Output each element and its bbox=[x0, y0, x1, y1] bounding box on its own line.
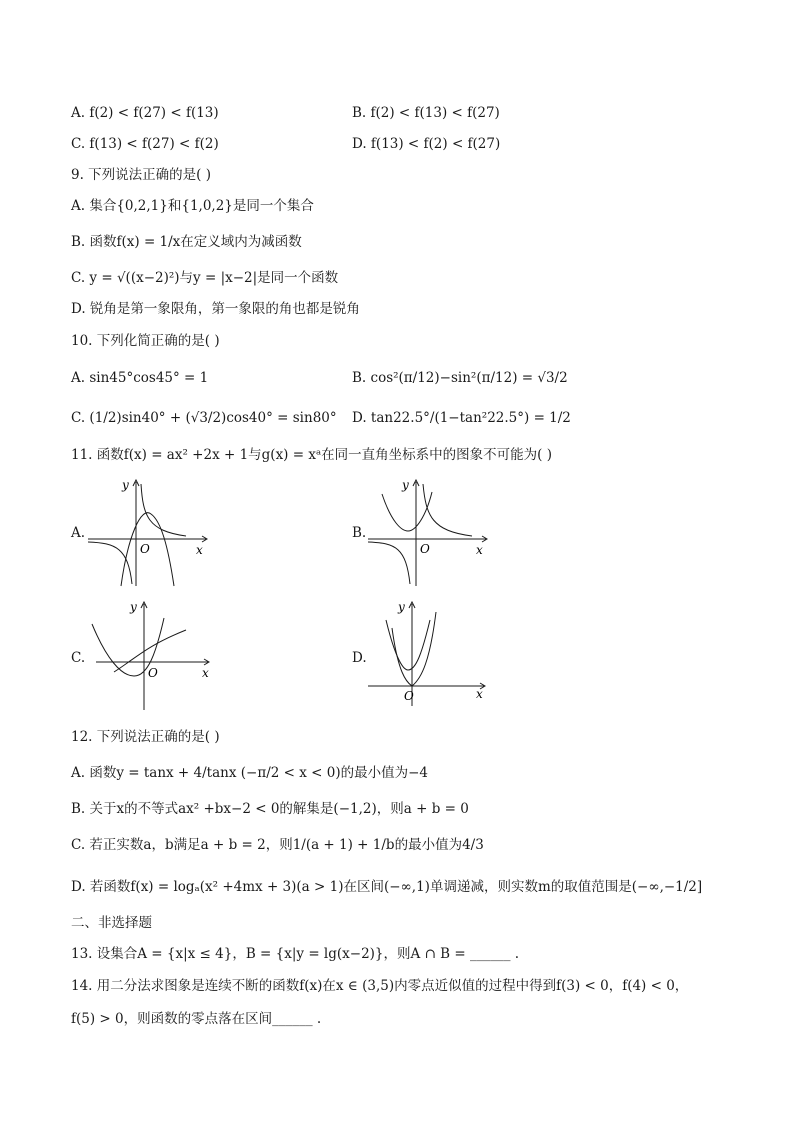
q13-text: 13. 设集合A = {x|x ≤ 4}，B = {x|y = lg(x−2)}，则A ∩ B = ______ . bbox=[71, 946, 520, 962]
q11-graph-d-origin: O bbox=[404, 689, 414, 703]
q11-graph-c-y-label: y bbox=[130, 600, 137, 614]
q11-graph-d-x-label: x bbox=[476, 687, 483, 701]
q11-graph-a-origin: O bbox=[140, 542, 150, 556]
q14-line1: 14. 用二分法求图象是连续不断的函数f(x)在x ∈ (3,5)内零点近似值的过程中得到f(3) < 0，f(4) < 0， bbox=[71, 978, 689, 994]
q8-option-d: D. f(13) < f(2) < f(27) bbox=[352, 136, 501, 152]
q10-option-d: D. tan22.5°/(1−tan²22.5°) = 1/2 bbox=[352, 410, 571, 426]
q8-option-b: B. f(2) < f(13) < f(27) bbox=[352, 105, 500, 121]
q9-option-d: D. 锐角是第一象限角，第一象限的角也都是锐角 bbox=[71, 301, 360, 317]
q11-graph-c-x-label: x bbox=[202, 666, 209, 680]
q14-line2: f(5) > 0，则函数的零点落在区间______ . bbox=[71, 1011, 322, 1027]
q11-graph-b-label: B. bbox=[352, 525, 367, 541]
q11-graph-a-label: A. bbox=[71, 525, 86, 541]
q9-option-c: C. y = √((x−2)²)与y = |x−2|是同一个函数 bbox=[71, 270, 339, 286]
q10-option-c: C. (1/2)sin40° + (√3/2)cos40° = sin80° bbox=[71, 410, 337, 426]
q10-stem: 10. 下列化简正确的是( ) bbox=[71, 333, 220, 349]
q11-graph-d bbox=[366, 598, 496, 712]
q10-option-b: B. cos²(π/12)−sin²(π/12) = √3/2 bbox=[352, 370, 568, 386]
q11-graph-d-y-label: y bbox=[398, 600, 405, 614]
q11-graph-b-origin: O bbox=[420, 542, 430, 556]
q11-graph-d-label: D. bbox=[352, 650, 367, 666]
q9-stem: 9. 下列说法正确的是( ) bbox=[71, 167, 211, 183]
q12-option-c: C. 若正实数a，b满足a + b = 2，则1/(a + 1) + 1/b的最小值为4/3 bbox=[71, 837, 484, 853]
q11-graph-c-label: C. bbox=[71, 650, 86, 666]
q11-graph-a-y-label: y bbox=[122, 478, 129, 492]
q12-option-b: B. 关于x的不等式ax² +bx−2 < 0的解集是(−1,2)，则a + b = 0 bbox=[71, 801, 469, 817]
q11-graph-a-x-label: x bbox=[196, 543, 203, 557]
q11-stem: 11. 函数f(x) = ax² +2x + 1与g(x) = xᵃ在同一直角坐标系中的图象不可能为( ) bbox=[71, 447, 552, 463]
q10-option-a: A. sin45°cos45° = 1 bbox=[71, 370, 209, 386]
q12-option-d: D. 若函数f(x) = logₐ(x² +4mx + 3)(a > 1)在区间(−∞,1)单调递减，则实数m的取值范围是(−∞,−1/2] bbox=[71, 879, 703, 895]
q9-option-b: B. 函数f(x) = 1/x在定义域内为减函数 bbox=[71, 234, 302, 250]
q9-option-a: A. 集合{0,2,1}和{1,0,2}是同一个集合 bbox=[71, 198, 314, 214]
section-heading: 二、非选择题 bbox=[71, 915, 152, 931]
q11-graph-c-origin: O bbox=[148, 666, 158, 680]
q12-option-a: A. 函数y = tanx + 4/tanx (−π/2 < x < 0)的最小值为−4 bbox=[71, 765, 428, 781]
q12-stem: 12. 下列说法正确的是( ) bbox=[71, 729, 220, 745]
q11-graph-b-y-label: y bbox=[402, 478, 409, 492]
q11-graph-b bbox=[366, 476, 496, 588]
q11-graph-b-x-label: x bbox=[476, 543, 483, 557]
q11-graph-a bbox=[86, 476, 216, 588]
q8-option-c: C. f(13) < f(27) < f(2) bbox=[71, 136, 219, 152]
q8-option-a: A. f(2) < f(27) < f(13) bbox=[71, 105, 219, 121]
q11-graph-c bbox=[86, 598, 216, 712]
